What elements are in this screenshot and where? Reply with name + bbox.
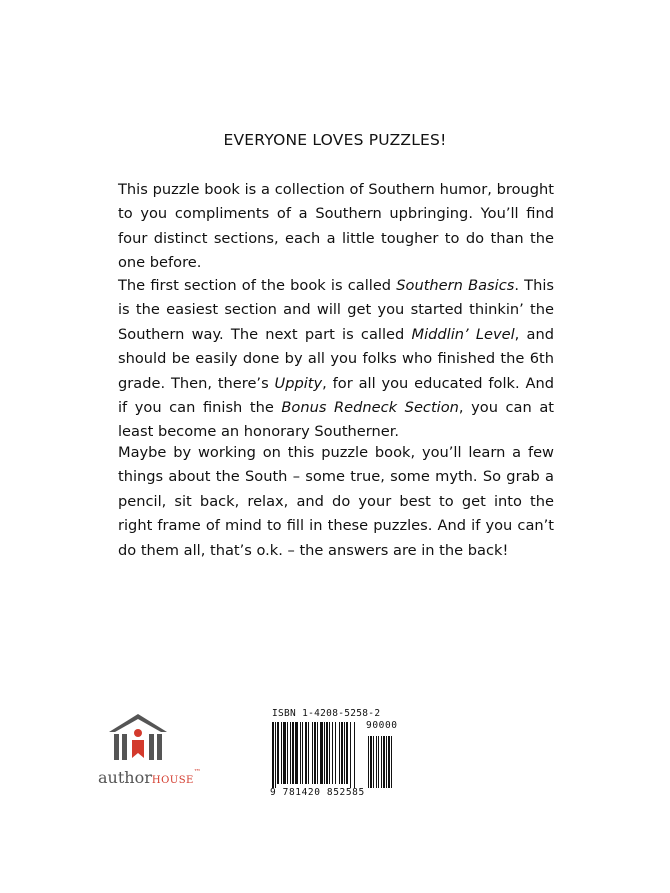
ean-number: 9 781420 852585 [270, 787, 365, 798]
paragraph-3-text: Maybe by working on this puzzle book, you’ll learn a few things about the South – some true, some myth. So grab a pencil, sit back, relax, and do your best to get into the right frame of mind to fill in these puzzles. And if you can’t do them all, that’s o.k. – the answers are in the back! [118, 444, 554, 559]
isbn-number: ISBN 1-4208-5258-2 [272, 708, 381, 719]
section-name-bonus-redneck: Bonus Redneck Section [281, 399, 459, 417]
para2-text-2: . This is the easiest section and will get you started thinkin’ the Southern way. The next part is called [118, 277, 554, 343]
publisher-wordmark [98, 768, 218, 787]
para2-text-1: The first section of the book is called [118, 277, 397, 294]
para2-text-4: , for all you educated folk. And if you can finish the [118, 374, 554, 417]
isbn-barcode [270, 708, 440, 804]
para2-text-5: , you can at least become an honorary Southerner. [118, 399, 554, 441]
section-name-uppity: Uppity [274, 374, 323, 392]
paragraph-1-text: This puzzle book is a collection of Southern humor, brought to you compliments of a Southern upbringing. You’ll find four distinct sections, each a little tougher to do than the one before. [118, 181, 554, 272]
publisher-name-part1: author [98, 768, 152, 787]
house-logo-icon [106, 712, 170, 764]
trademark-mark: ™ [193, 768, 201, 776]
closing-paragraph [118, 441, 554, 563]
paragraph-2-text [118, 274, 554, 445]
barcode-bars [270, 722, 420, 788]
page-heading: EVERYONE LOVES PUZZLES! [223, 131, 447, 149]
section-name-middlin-level: Middlin’ Level [411, 325, 515, 343]
intro-paragraph [118, 178, 554, 276]
sections-paragraph [118, 274, 554, 445]
publisher-name-part2: HOUSE [151, 775, 194, 786]
publisher-logo [98, 712, 201, 792]
addon-number: 90000 [366, 720, 398, 731]
para2-text-3: , and should be easily done by all you folks who finished the 6th grade. Then, there’s [118, 325, 555, 392]
section-name-southern-basics: Southern Basics [396, 277, 515, 294]
